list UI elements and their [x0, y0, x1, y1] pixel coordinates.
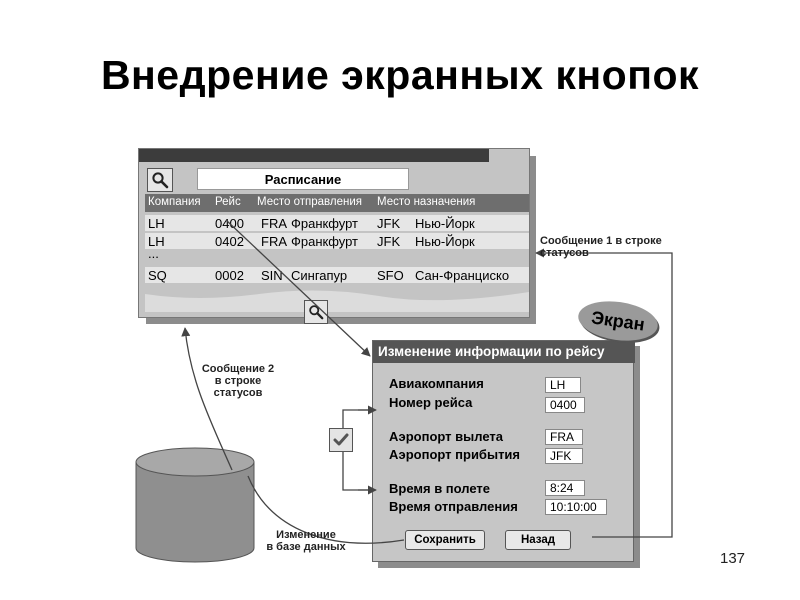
database-icon	[136, 448, 254, 562]
row-to-code: JFK	[377, 216, 401, 231]
connector-status-message-1	[536, 253, 672, 537]
field-label-arrival-airport: Аэропорт прибытия	[389, 447, 521, 462]
connector-check-bracket	[343, 410, 370, 490]
field-flight-number[interactable]: 0400	[545, 397, 585, 413]
row-flight: 0402	[215, 234, 244, 249]
row-from-code: FRA	[261, 216, 287, 231]
database-change-line1: Изменение	[276, 529, 336, 541]
row-from-code: FRA	[261, 234, 287, 249]
field-arrival-airport[interactable]: JFK	[545, 448, 583, 464]
database-change-note	[256, 529, 356, 553]
row-company: SQ	[148, 268, 167, 283]
row-to-city: Нью-Йорк	[415, 234, 475, 249]
row-to-code: SFO	[377, 268, 404, 283]
save-button[interactable]: Сохранить	[405, 530, 485, 550]
row-flight: 0400	[215, 216, 244, 231]
status-message-1-line2: статусов	[540, 247, 589, 259]
status-message-2-line1: Сообщение 2	[201, 363, 275, 375]
field-label-departure-time: Время отправления	[389, 499, 518, 514]
row-flight: 0002	[215, 268, 244, 283]
database-change-line2: в базе данных	[266, 541, 346, 553]
page-number: 137	[720, 550, 746, 567]
row-ellipsis: ...	[148, 246, 159, 261]
field-label-departure-airport: Аэропорт вылета	[389, 429, 503, 444]
connector-row-to-edit	[226, 220, 370, 356]
status-message-1-line1: Сообщение 1 в строке	[540, 235, 662, 247]
edit-screen-title: Изменение информации по рейсу	[373, 341, 635, 363]
screen-badge: Экран	[576, 297, 661, 346]
status-message-2-line3: статусов	[213, 387, 263, 399]
field-airline[interactable]: LH	[545, 377, 581, 393]
row-from-city: Франкфурт	[291, 216, 359, 231]
field-departure-airport[interactable]: FRA	[545, 429, 583, 445]
row-to-city: Нью-Йорк	[415, 216, 475, 231]
schedule-label: Расписание	[197, 168, 409, 190]
row-company: LH	[148, 216, 165, 231]
column-header-departure: Место отправления	[257, 196, 362, 208]
status-message-1-note	[540, 235, 662, 259]
column-header-destination: Место назначения	[377, 196, 476, 208]
field-label-flight-number: Номер рейса	[389, 395, 473, 410]
row-company: LH	[148, 234, 165, 249]
back-button[interactable]: Назад	[505, 530, 571, 550]
status-message-2-note	[197, 363, 279, 399]
field-label-flight-time: Время в полете	[389, 481, 491, 496]
field-label-airline: Авиакомпания	[389, 376, 484, 391]
status-message-2-line2: в строке	[214, 375, 262, 387]
row-from-city: Сингапур	[291, 268, 348, 283]
row-from-code: SIN	[261, 268, 283, 283]
row-to-code: JFK	[377, 234, 401, 249]
column-header-company: Компания	[148, 196, 201, 208]
row-from-city: Франкфурт	[291, 234, 359, 249]
page-title: Внедрение экранных кнопок	[100, 52, 700, 98]
field-departure-time[interactable]: 10:10:00	[545, 499, 607, 515]
column-header-flight: Рейс	[215, 196, 241, 208]
row-to-city: Сан-Франциско	[415, 268, 510, 283]
field-flight-time[interactable]: 8:24	[545, 480, 585, 496]
